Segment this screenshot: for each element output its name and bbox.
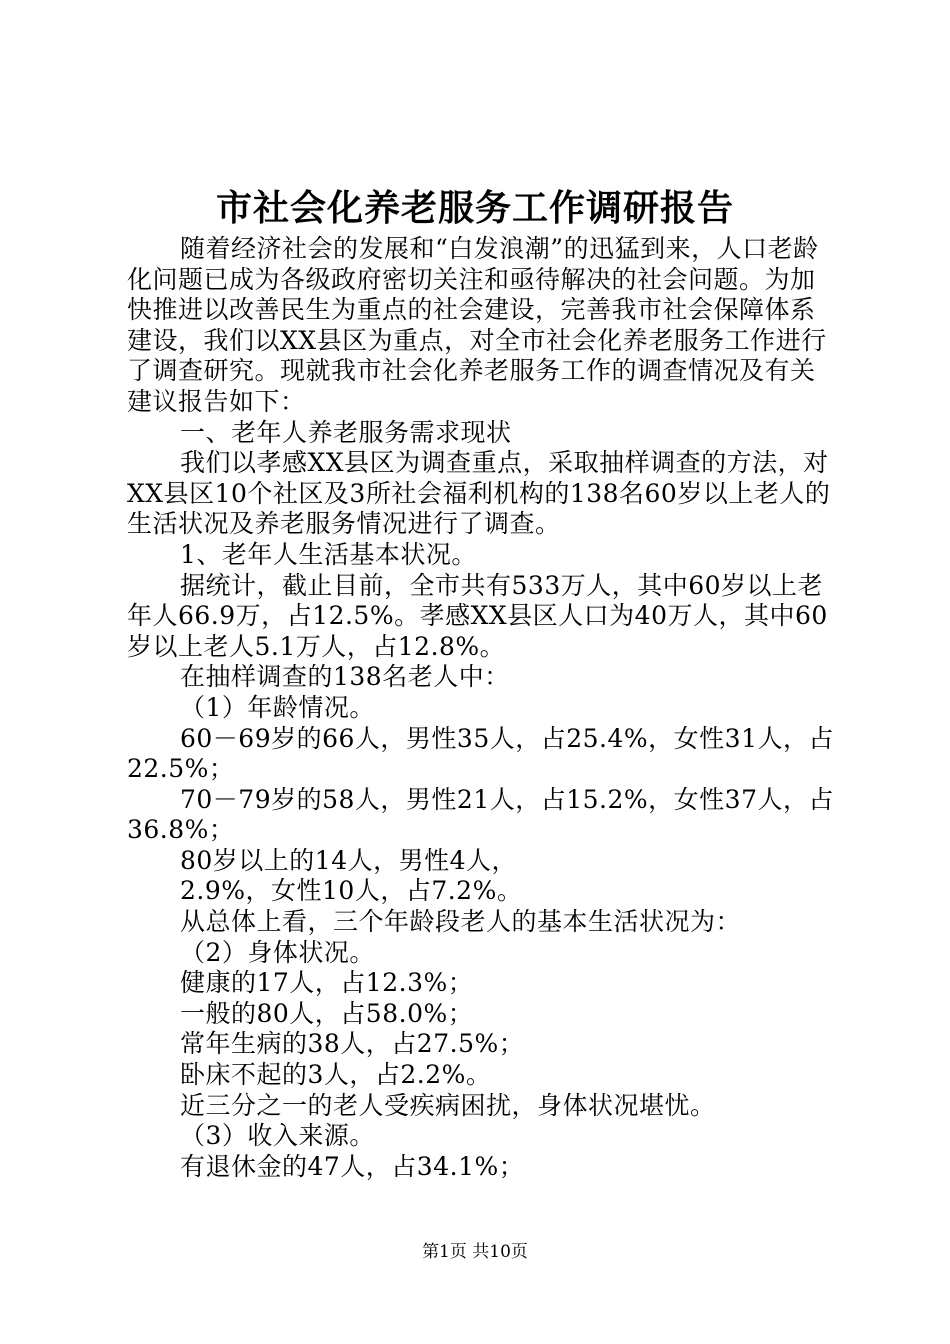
paragraph-age-80-cont: 2.9%，女性10人，占7.2%。 xyxy=(180,876,523,906)
paragraph-sample: 在抽样调查的138名老人中： xyxy=(180,662,510,692)
paragraph-bedridden: 卧床不起的3人，占2.2%。 xyxy=(180,1060,492,1090)
paragraph-age-70: 70－79岁的58人，男性21人，占15.2%，女性37人，占36.8%； xyxy=(127,784,834,845)
paragraph-health-summary: 近三分之一的老人受疾病困扰，身体状况堪忧。 xyxy=(180,1090,716,1120)
paragraph-survey: 我们以孝感XX县区为调查重点，采取抽样调查的方法，对XX县区10个社区及3所社会福利机构的138名60岁以上老人的生活状况及养老服务情况进行了调查。 xyxy=(127,448,831,539)
paragraph-statistics: 据统计，截止目前，全市共有533万人，其中60岁以上老年人66.9万，占12.5%。孝感XX县区人口为40万人，其中60岁以上老人5.1万人，占12.8%。 xyxy=(127,570,828,661)
paragraph-average: 一般的80人，占58.0%； xyxy=(180,998,474,1028)
subsection-heading-1: 1、老年人生活基本状况。 xyxy=(180,539,477,569)
item-heading-age: （1）年龄情况。 xyxy=(180,692,375,722)
paragraph-pension: 有退休金的47人，占34.1%； xyxy=(180,1151,525,1181)
paragraph-chronic: 常年生病的38人，占27.5%； xyxy=(180,1029,525,1059)
section-heading-1: 一、老年人养老服务需求现状 xyxy=(180,417,512,447)
document-body xyxy=(127,234,835,1182)
paragraph-age-80: 80岁以上的14人，男性4人， xyxy=(180,845,518,875)
paragraph-age-60: 60－69岁的66人，男性35人，占25.4%，女性31人，占22.5%； xyxy=(127,723,834,784)
document-title: 市社会化养老服务工作调研报告 xyxy=(215,187,734,229)
page-number-footer: 第1页 共10页 xyxy=(422,1242,528,1262)
paragraph-intro: 随着经济社会的发展和“白发浪潮”的迅猛到来，人口老龄化问题已成为各级政府密切关注和亟待解决的社会问题。为加快推进以改善民生为重点的社会建设，完善我市社会保障体系建设，我们以XX县区为重点，对全市社会化养老服务工作进行了调查研究。现就我市社会化养老服务工作的调查情况及有关建议报告如下： xyxy=(127,234,827,416)
item-heading-income: （3）收入来源。 xyxy=(180,1121,375,1151)
item-heading-health: （2）身体状况。 xyxy=(180,937,375,967)
paragraph-overall: 从总体上看，三个年龄段老人的基本生活状况为： xyxy=(180,907,742,937)
paragraph-healthy: 健康的17人，占12.3%； xyxy=(180,968,474,998)
